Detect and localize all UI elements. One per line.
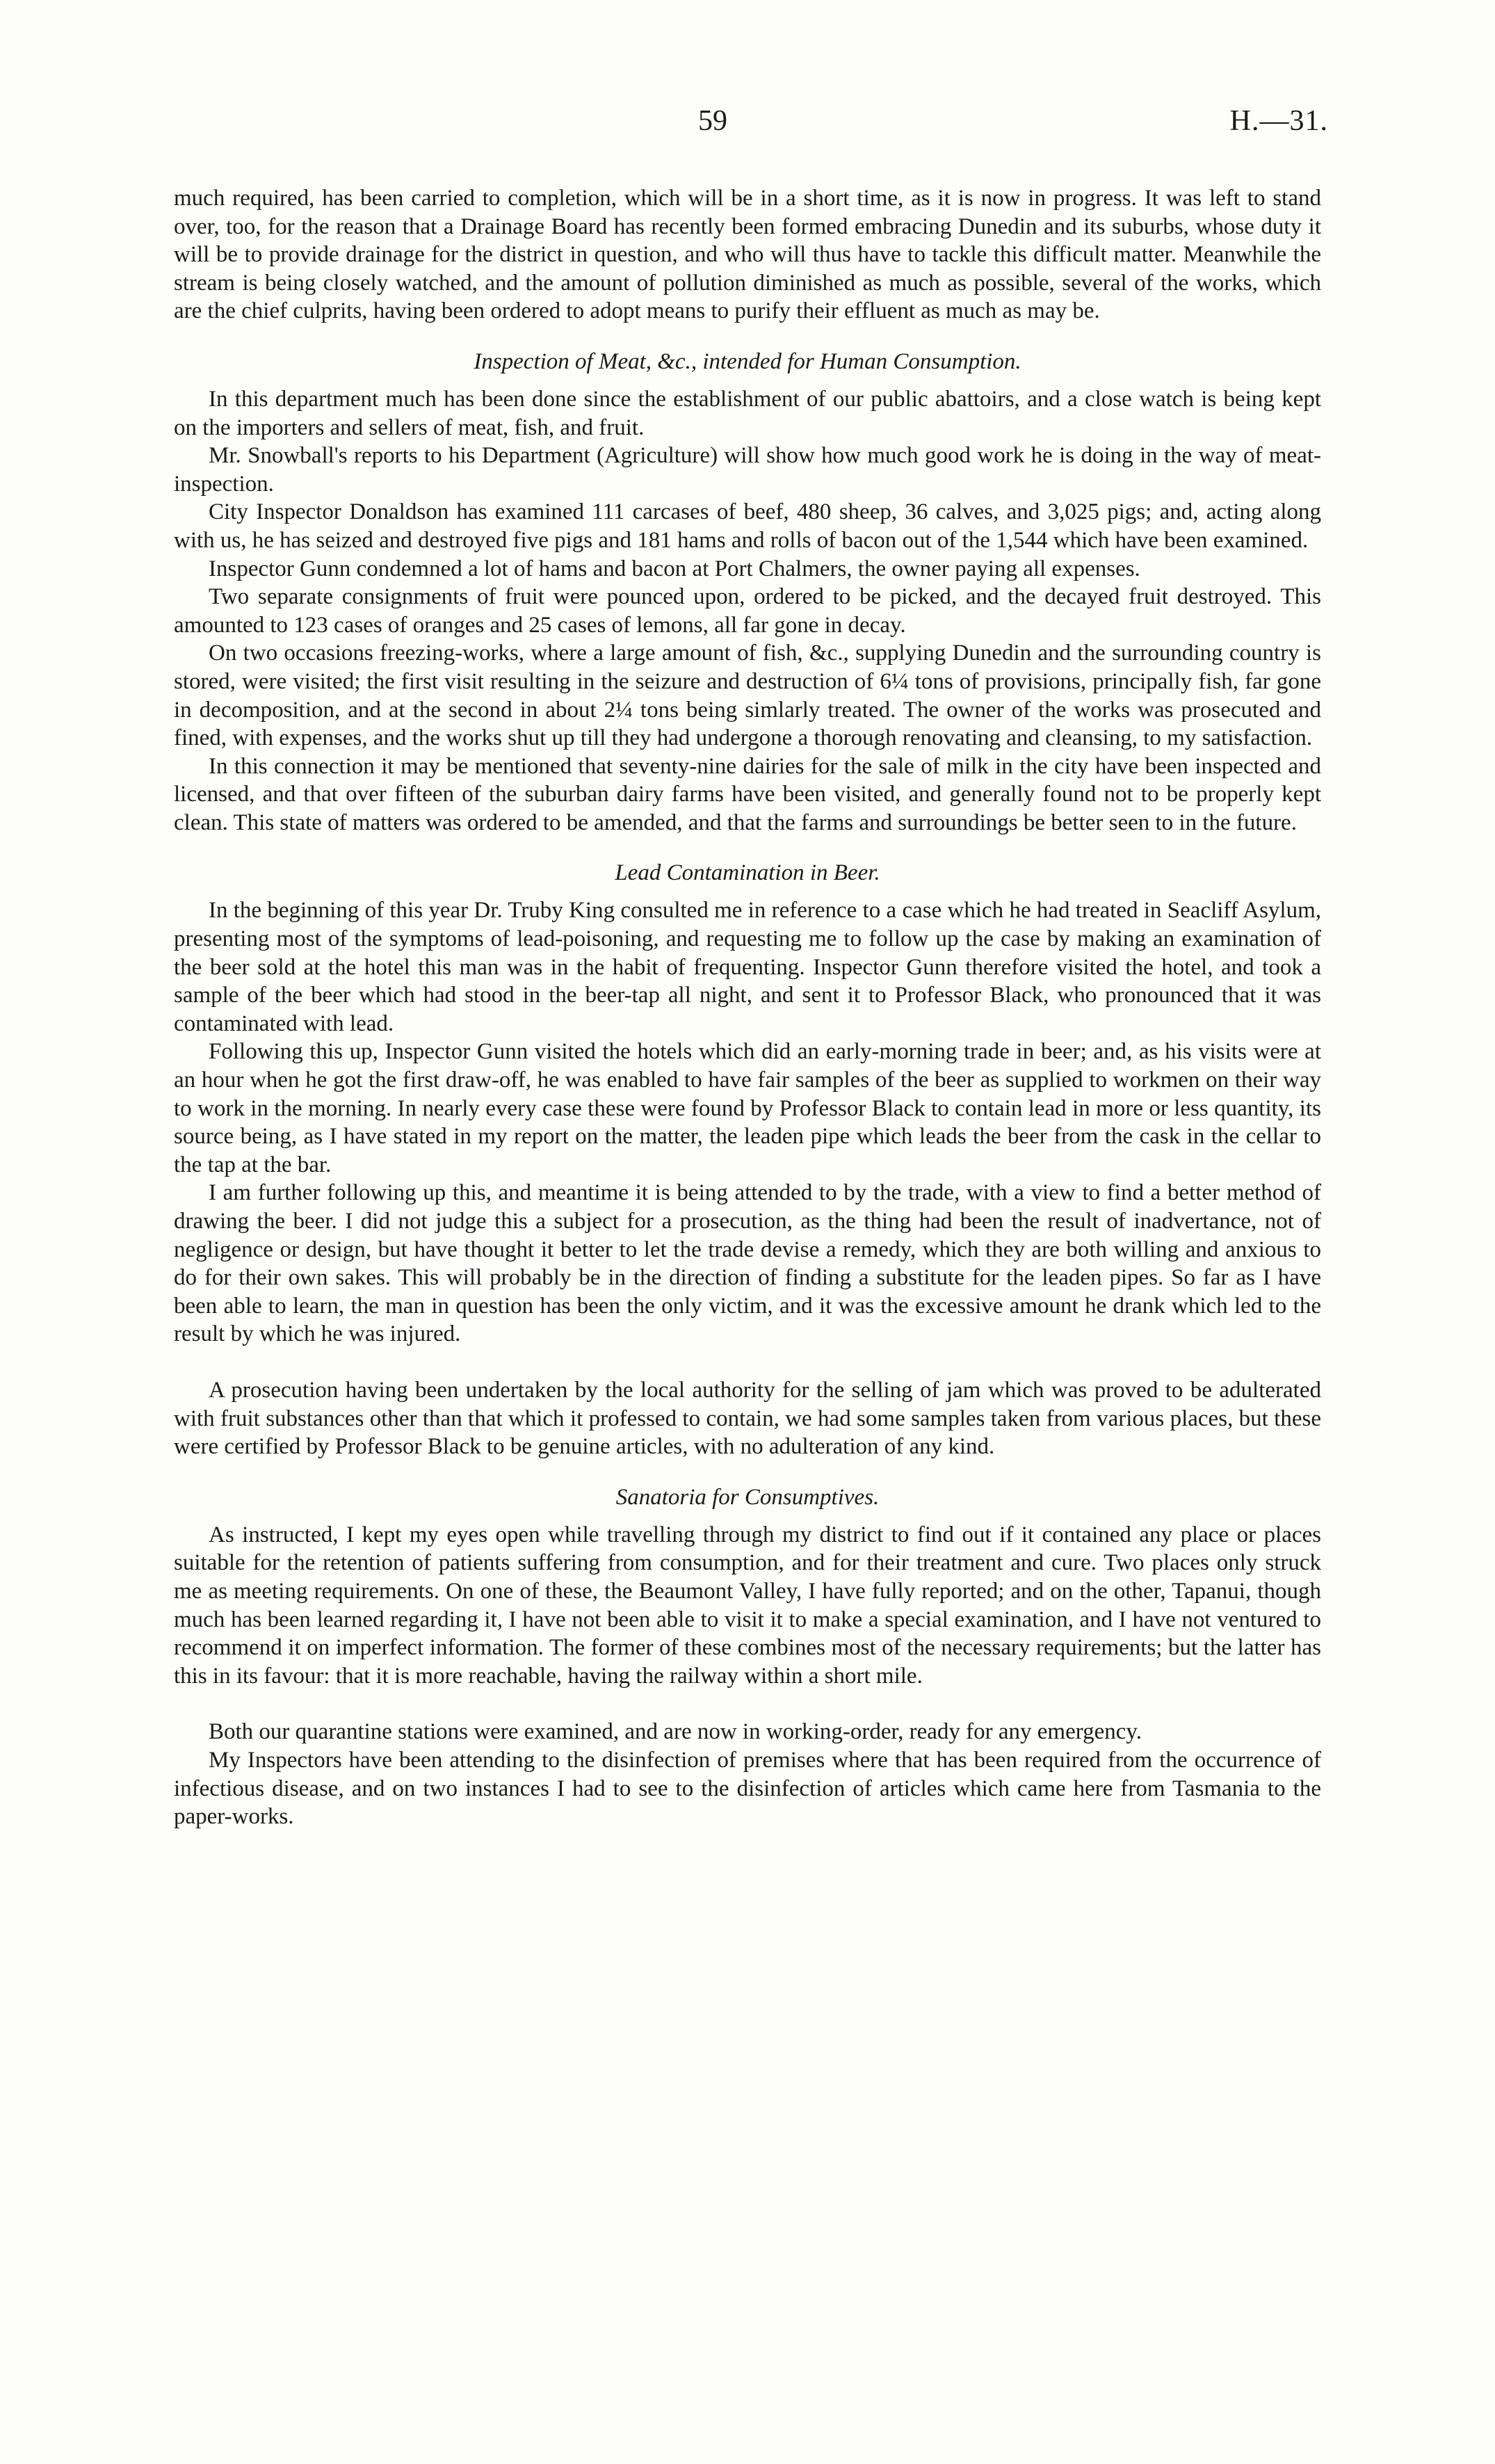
- paragraph: In this connection it may be mentioned that seventy-nine dairies for the sale of milk in the city have been inspected and licensed, and that over fifteen of the suburban dairy farms have been visited, and generally found not to be properly kept clean. This state of matters was ordered to be amended, and that the farms and surroundings be better seen to in the future.: [174, 753, 1321, 835]
- paragraph: Inspector Gunn condemned a lot of hams and bacon at Port Chalmers, the owner paying all expenses.: [209, 556, 1140, 581]
- paragraph: Following this up, Inspector Gunn visited the hotels which did an early-morning trade in beer; and, as his visits were at an hour when he got the first draw-off, he was enabled to have fair samples of the beer as supplied to workmen on their way to work in the morning. In nearly every case these were found by Professor Black to contain lead in more or less quantity, its source being, as I have stated in my report on the matter, the leaden pipe which leads the beer from the cask in the cellar to the tap at the bar.: [174, 1039, 1321, 1177]
- paragraph: In the beginning of this year Dr. Truby King consulted me in reference to a case which he had treated in Seacliff Asylum, presenting most of the symptoms of lead-poisoning, and requesting me to follow up the case by making an examination of the beer sold at the hotel this man was in the habit of frequenting. Inspector Gunn therefore visited the hotel, and took a sample of the beer which had stood in the beer-tap all night, and sent it to Professor Black, who pronounced that it was contaminated with lead.: [174, 898, 1321, 1036]
- body-text: [174, 184, 1321, 1831]
- paragraph: My Inspectors have been attending to the disinfection of premises where that has been required from the occurrence of infectious disease, and on two instances I had to see to the disinfection of articles which came here from Tasmania to the paper-works.: [174, 1747, 1321, 1830]
- paragraph: I am further following up this, and meantime it is being attended to by the trade, with a view to find a better method of drawing the beer. I did not judge this a subject for a prosecution, as the thing had been the result of inadvertance, not of negligence or design, but have thought it better to let the trade devise a remedy, which they are both willing and anxious to do for their own sakes. This will probably be in the direction of finding a substitute for the leaden pipes. So far as I have been able to learn, the man in question has been the only victim, and it was the excessive amount he drank which led to the result by which he was injured.: [174, 1180, 1321, 1347]
- paragraph: Mr. Snowball's reports to his Department (Agriculture) will show how much good work he is doing in the way of meat-inspection.: [174, 443, 1321, 497]
- paragraph: A prosecution having been undertaken by the local authority for the selling of jam which was proved to be adulterated with fruit substances other than that which it professed to contain, we had some samples taken from various places, but these were certified by Professor Black to be genuine articles, with no adulteration of any kind.: [174, 1377, 1321, 1460]
- paragraph: City Inspector Donaldson has examined 111 carcases of beef, 480 sheep, 36 calves, and 3,025 pigs; and, acting along with us, he has seized and destroyed five pigs and 181 hams and rolls of bacon out of the 1,544 which have been examined.: [174, 499, 1321, 553]
- paragraph: As instructed, I kept my eyes open while travelling through my district to find out if it contained any place or places suitable for the retention of patients suffering from consumption, and for their treatment and cure. Two places only struck me as meeting requirements. On one of these, the Beaumont Valley, I have fully reported; and on the other, Tapanui, though much has been learned regarding it, I have not been able to visit it to make a special examination, and I have not ventured to recommend it on imperfect information. The former of these combines most of the necessary requirements; but the latter has this in its favour: that it is more reachable, having the railway within a short mile.: [174, 1522, 1321, 1689]
- paragraph-gap: [174, 1348, 1321, 1376]
- paragraph: On two occasions freezing-works, where a large amount of fish, &c., supplying Dunedin and the surrounding country is stored, were visited; the first visit resulting in the seizure and destruction of 6¼ tons of provisions, principally fish, far gone in decomposition, and at the second in about 2¼ tons being simlarly treated. The owner of the works was prosecuted and fined, with expenses, and the works shut up till they had undergone a thorough renovating and cleansing, to my satisfaction.: [174, 641, 1321, 751]
- section-heading-meat-inspection: Inspection of Meat, &c., intended for Human Consumption.: [474, 348, 1021, 374]
- paragraph: Both our quarantine stations were examined, and are now in working-order, ready for any emergency.: [209, 1719, 1142, 1745]
- section-heading-sanatoria: Sanatoria for Consumptives.: [615, 1484, 880, 1510]
- paragraph: Two separate consignments of fruit were pounced upon, ordered to be picked, and the decayed fruit destroyed. This amounted to 123 cases of oranges and 25 cases of lemons, all far gone in decay.: [174, 584, 1321, 638]
- page-number: 59: [698, 105, 727, 137]
- paragraph-gap: [174, 1690, 1321, 1718]
- paragraph: In this department much has been done since the establishment of our public abattoirs, and a close watch is being kept on the importers and sellers of meat, fish, and fruit.: [174, 386, 1321, 440]
- paragraph-drainage-continued: much required, has been carried to completion, which will be in a short time, as it is now in progress. It was left to stand over, too, for the reason that a Drainage Board has recently been formed embracing Dunedin and its suburbs, whose duty it will be to provide drainage for the district in question, and who will thus have to tackle this difficult matter. Meanwhile the stream is being closely watched, and the amount of pollution diminished as much as possible, several of the works, which are the chief culprits, having been ordered to adopt means to purify their effluent as much as may be.: [174, 186, 1321, 324]
- document-code: H.—31.: [1229, 105, 1328, 137]
- section-heading-lead-contamination: Lead Contamination in Beer.: [615, 860, 880, 886]
- page-header: [0, 104, 1495, 153]
